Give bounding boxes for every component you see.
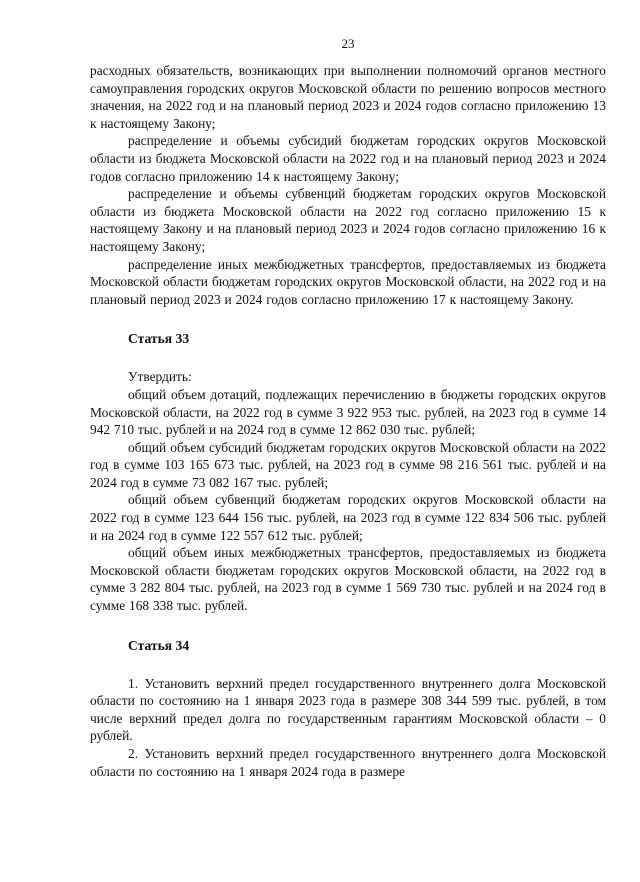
intro-paragraph-1: расходных обязательств, возникающих при выполнении полномочий органов местного самоуправления городских округов Московской области по решению вопросов местного значения, на 2022 год и на плановый период 2023 и 2024 годов согласно приложению 13 к настоящему Закону; bbox=[90, 63, 606, 131]
article-33-heading: Статья 33 bbox=[128, 331, 190, 347]
intro-paragraph-4: распределение иных межбюджетных трансфертов, предоставляемых из бюджета Московской области бюджетам городских округов Московской области, на 2022 год и на плановый период 2023 и 2024 годов согласно приложению 17 к настоящему Закону. bbox=[90, 256, 606, 307]
article-34-heading: Статья 34 bbox=[128, 637, 190, 653]
intro-paragraph-3: распределение и объемы субвенций бюджетам городских округов Московской области из бюджета Московской области на 2022 год согласно приложению 15 к настоящему Закону и на плановый период 2023 и 2024 годов согласно приложению 16 к настоящему Закону; bbox=[90, 186, 606, 254]
article-34-paragraph-1: 1. Установить верхний предел государственного внутреннего долга Московской области по состоянию на 1 января 2023 года в размере 308 344 599 тыс. рублей, в том числе верхний предел долга по государственным гарантиям Московской области – 0 рублей. bbox=[90, 675, 606, 744]
article-33-paragraph-2: общий объем субсидий бюджетам городских округов Московской области на 2022 год в сумме 103 165 673 тыс. рублей, на 2023 год в сумме 98 216 561 тыс. рублей и на 2024 год в сумме 73 082 167 тыс. рублей; bbox=[90, 439, 606, 490]
article-33-lead: Утвердить: bbox=[128, 369, 192, 385]
intro-paragraph-2: распределение и объемы субсидий бюджетам городских округов Московской области из бюджета Московской области на 2022 год и на плановый период 2023 и 2024 годов согласно приложению 14 к настоящему Закону; bbox=[90, 133, 606, 184]
article-33-paragraph-1: общий объем дотаций, подлежащих перечислению в бюджеты городских округов Московской области, на 2022 год в сумме 3 922 953 тыс. рублей, на 2023 год в сумме 14 942 710 тыс. рублей и на 2024 год в сумме 12 862 030 тыс. рублей; bbox=[90, 386, 606, 438]
article-34-paragraph-2: 2. Установить верхний предел государственного внутреннего долга Московской области по состоянию на 1 января 2024 года в размере bbox=[90, 746, 606, 779]
page-number: 23 bbox=[341, 36, 355, 51]
article-33-paragraph-3: общий объем субвенций бюджетам городских округов Московской области на 2022 год в сумме 123 644 156 тыс. рублей, на 2023 год в сумме 122 834 506 тыс. рублей и на 2024 год в сумме 122 557 612 тыс. рублей; bbox=[90, 492, 606, 543]
article-33-paragraph-4: общий объем иных межбюджетных трансфертов, предоставляемых из бюджета Московской области бюджетам городских округов Московской области, на 2022 год в сумме 3 282 804 тыс. рублей, на 2023 год в сумме 1 569 730 тыс. рублей и на 2024 год в сумме 168 338 тыс. рублей. bbox=[90, 545, 606, 614]
